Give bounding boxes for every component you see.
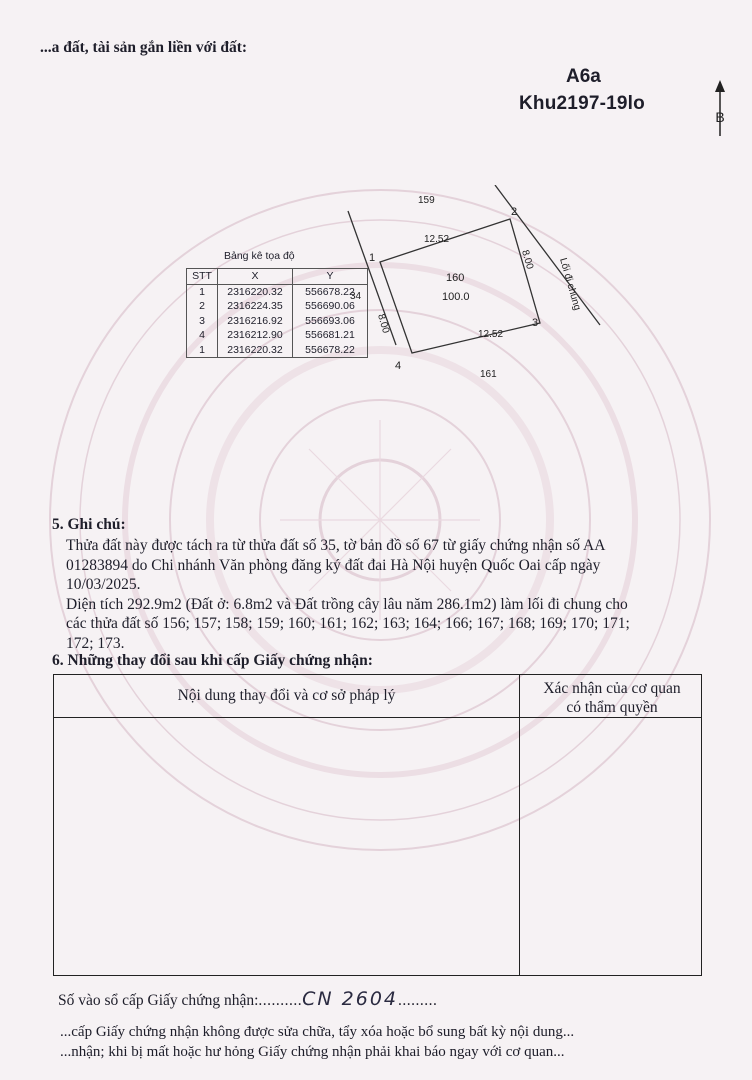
edge-right-length: 8.00 [519, 248, 536, 271]
registration-line [58, 988, 437, 1010]
vertex-2-label: 2 [511, 206, 518, 218]
cell-y: 556681.21 [293, 328, 368, 343]
notes-line: 01283894 do Chi nhánh Văn phòng đăng ký đất đai Hà Nội huyện Quốc Oai cấp ngày [66, 556, 601, 574]
footer-notice [60, 1022, 720, 1062]
north-arrow-icon [709, 78, 731, 138]
footer-line: ...nhận; khi bị mất hoặc hư hỏng Giấy chứng nhận phải khai báo ngay với cơ quan... [60, 1044, 565, 1060]
header-stt: STT [187, 269, 218, 285]
notes-line: 10/03/2025. [66, 576, 141, 593]
registration-dots-before: .......... [258, 992, 303, 1009]
neighbor-left-label: 34 [350, 291, 362, 302]
cell-y: 556678.22 [293, 343, 368, 358]
edge-top-length: 12.52 [424, 234, 450, 245]
edge-left-length: 8.00 [375, 312, 392, 335]
registration-dots-after: ......... [398, 992, 438, 1009]
column-divider [519, 675, 520, 975]
cell-stt: 3 [187, 314, 218, 329]
cell-x: 2316216.92 [218, 314, 293, 329]
notes-heading: 5. Ghi chú: [52, 516, 126, 533]
parcel-area: 100.0 [442, 291, 470, 303]
cell-x: 2316224.35 [218, 299, 293, 314]
header-x: X [218, 269, 293, 285]
parcel-number: 160 [446, 272, 465, 284]
changes-content-header: Nội dung thay đổi và cơ sở pháp lý [177, 687, 396, 704]
notes-line: 172; 173. [66, 634, 125, 652]
registration-number: CN 2604 [302, 988, 399, 1010]
vertex-1-label: 1 [369, 252, 376, 264]
authority-header-line2: có thẩm quyền [566, 699, 658, 716]
cell-y: 556678.22 [293, 284, 368, 299]
parcel-sketch [340, 185, 620, 385]
vertex-4-label: 4 [395, 360, 402, 372]
cell-x: 2316220.32 [218, 343, 293, 358]
neighbor-top-label: 159 [418, 195, 435, 206]
cell-x: 2316220.32 [218, 284, 293, 299]
cell-stt: 4 [187, 328, 218, 343]
notes-line: Diện tích 292.9m2 (Đất ở: 6.8m2 và Đất trồng cây lâu năm 286.1m2) làm lối đi chung cho [66, 595, 628, 613]
registration-label: Số vào sổ cấp Giấy chứng nhận: [58, 992, 259, 1009]
cell-stt: 1 [187, 343, 218, 358]
parcel-polygon [380, 219, 540, 353]
header-divider [54, 717, 701, 718]
authority-header-line1: Xác nhận của cơ quan [543, 680, 681, 697]
notes-line: các thửa đất số 156; 157; 158; 159; 160; 161; 162; 163; 164; 166; 167; 168; 169; 170; 171; [66, 615, 630, 632]
edge-bottom-length: 12.52 [478, 329, 504, 340]
road-label: Lối đi chung [557, 256, 583, 312]
footer-line: ...cấp Giấy chứng nhận không được sửa chữa, tẩy xóa hoặc bổ sung bất kỳ nội dung... [60, 1024, 575, 1040]
changes-table [53, 674, 702, 976]
north-label: B [715, 109, 725, 125]
changes-authority-header [522, 679, 702, 717]
cell-y: 556693.06 [293, 314, 368, 329]
vertex-3-label: 3 [532, 317, 539, 329]
coordinate-table-title: Bảng kê tọa độ [224, 250, 295, 262]
section-header-text: ...a đất, tài sản gắn liền với đất: [40, 39, 248, 56]
cell-stt: 2 [187, 299, 218, 314]
cell-stt: 1 [187, 284, 218, 299]
header-y: Y [293, 269, 368, 285]
notes-line: Thửa đất này được tách ra từ thửa đất số 35, tờ bản đồ số 67 từ giấy chứng nhận số AA [66, 537, 606, 554]
cell-x: 2316212.90 [218, 328, 293, 343]
notes-body [66, 536, 686, 653]
changes-heading: 6. Những thay đổi sau khi cấp Giấy chứng nhận: [52, 652, 373, 669]
handwritten-annotation-khu: Khu2197-19lo [519, 93, 645, 114]
handwritten-annotation-a6a: A6a [566, 66, 601, 87]
cell-y: 556690.06 [293, 299, 368, 314]
neighbor-bottom-label: 161 [480, 369, 497, 380]
